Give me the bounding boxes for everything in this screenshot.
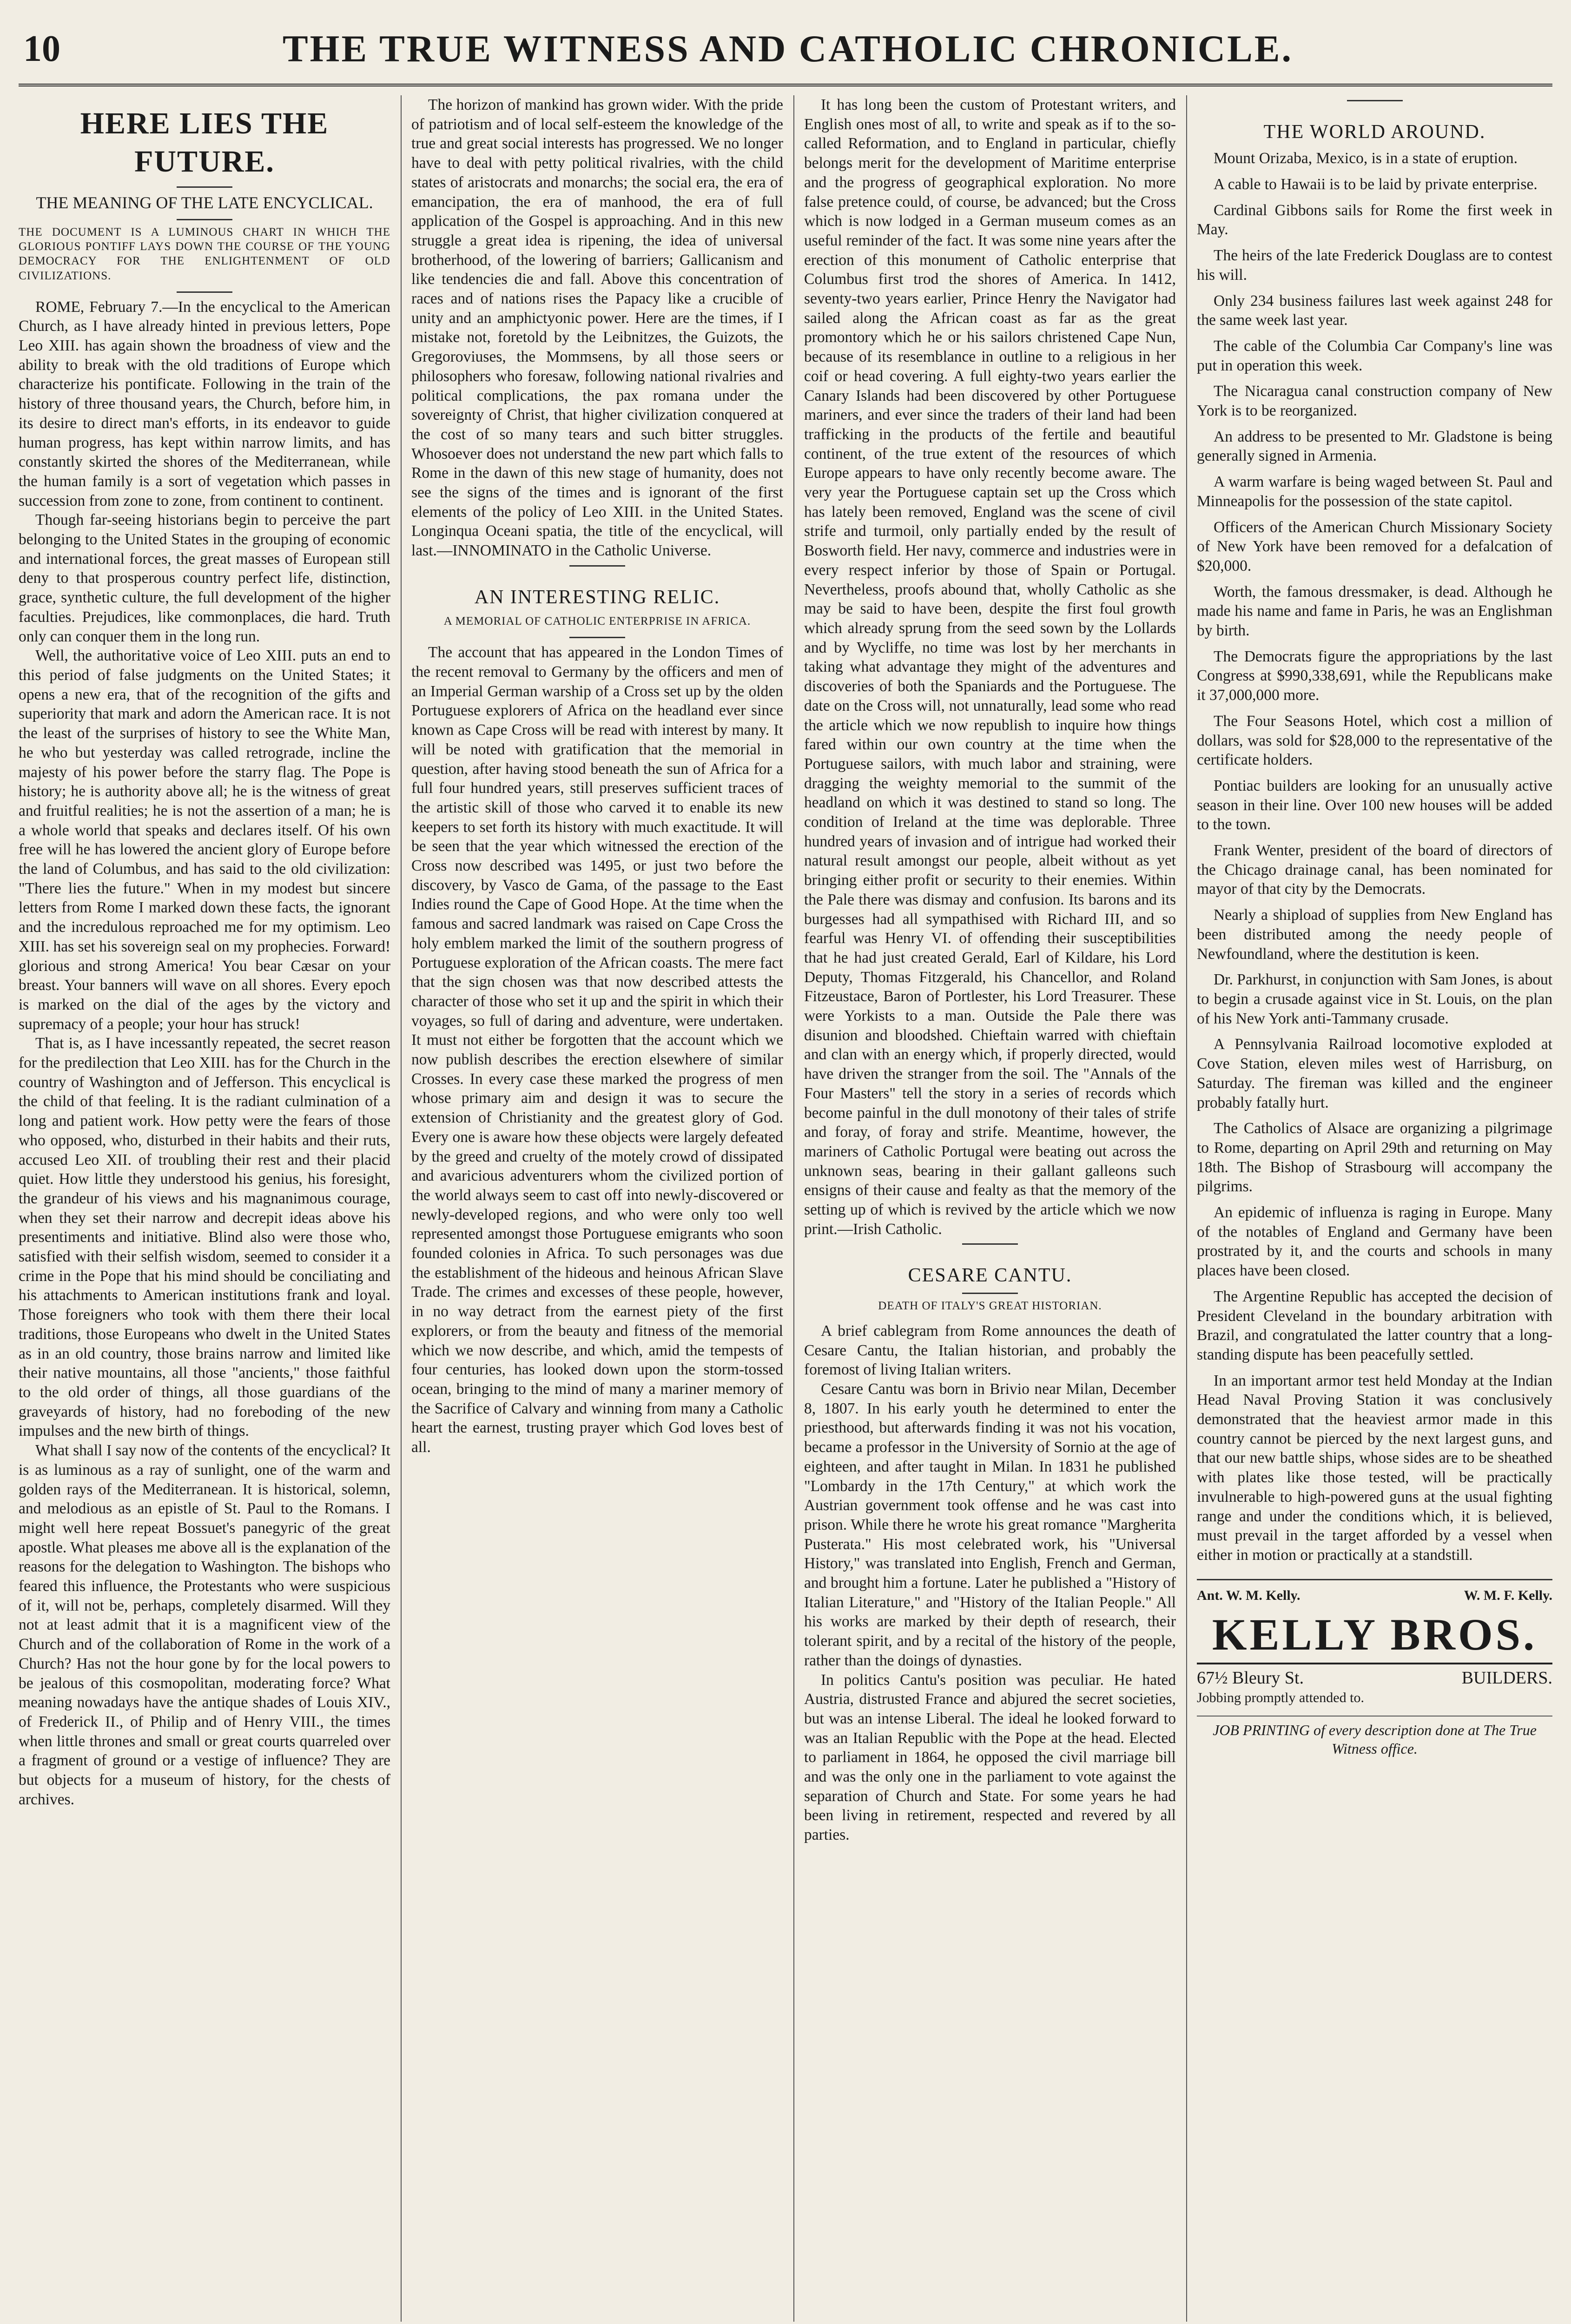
article-headline: AN INTERESTING RELIC. <box>474 586 720 608</box>
divider <box>177 291 232 293</box>
article-deck: THE DOCUMENT IS A LUMINOUS CHART IN WHICH THE GLORIOUS PONTIFF LAYS DOWN THE COURSE OF THE YOUNG DEMOCRACY FOR THE ENLIGHTENMENT OF OLD CIVILIZATIONS. <box>19 226 390 282</box>
paragraph: It has long been the custom of Protestant writers, and English ones most of all, to write and speak as if to the so-called Reformation, and to England in particular, chiefly belongs merit for the development of Maritime enterprise and the progress of geographical exploration. No more false pretence could, of course, be advanced; but the Cross which is now lodged in a German museum comes as an useful reminder of the fact. It was some nine years after the erection of this monument of Catholic enterprise that Columbus first trod the shores of America. In 1412, seventy-two years earlier, Prince Henry the Navigator had sailed along the African coast as far as the great promontory which he or his sailors christened Cape Nun, because of its resemblance in outline to a religious in her coif or head covering. A full eighty-two years earlier the Canary Islands had been discovered by other Portuguese mariners, and ever since the traders of their land had been trafficking in the products of the fertile and beautiful continent, of the true extent of the resources of which Europe appears to have only recently become aware. The very year the Portuguese captain set up the Cross which has lately been removed, England was the scene of civil strife and turmoil, only partially ended by the result of Bosworth field. Her navy, commerce and industries were in every respect inferior by those of Spain or Portugal. Nevertheless, proofs abound that, wholly Catholic as she may be said to have been, despite the first foul growth which already sprung from the seed sown by the Lollards and by Wycliffe, no time was lost by her merchants in taking what advantage they might of the adventures and discoveries of both the Spaniards and the Portuguese. The date on the Cross will, not unnaturally, lead some who read the article which we now republish to inquire how things fared within our own country at the time when the Portuguese sailors, with much labor and straining, were dragging the weighty memorial to the summit of the headland on which it was destined to stand so long. The condition of Ireland at the time was deplorable. Three hundred years of invasion and of intrigue had worked their natural result amongst our people, albeit without as yet bringing either profit or security to their enemies. Within the Pale there was dismay and confusion. Its barons and its burgesses had all sympathised with Richard III, and so fearful was Henry VI. of offending their susceptibilities that he had just created Gerald, Earl of Kildare, his Lord Deputy, Thomas Fitzgerald, his Chancellor, and Roland Fitzeustace, Baron of Portlester, his Lord Treasurer. These were Yorkists to a man. Outside the Pale there was disunion and bloodshed. Chieftain warred with chieftain and clan with an energy which, if properly directed, would have driven the stranger from the soil. The "Annals of the Four Masters" tell the story in a series of records which become painful in the dull monotony of their tales of strife and foray, of foray and strife. Meantime, however, the mariners of Catholic Portugal were beating out across the unknown seas, bearing in their gallant galleons such ensigns of their cause and fealty as that the memory of the setting up of which is revived by the article which we now print.—Irish Catholic. <box>804 96 1176 1238</box>
paper-title: THE TRUE WITNESS AND CATHOLIC CHRONICLE. <box>282 27 1294 70</box>
divider <box>177 186 232 188</box>
news-items-list <box>1197 149 1552 1565</box>
news-item: Pontiac builders are looking for an unusually active season in their line. Over 100 new houses will be added to the town. <box>1197 777 1552 833</box>
column-1 <box>19 95 390 2322</box>
divider <box>569 637 625 638</box>
news-item: An epidemic of influenza is raging in Europe. Many of the notables of England and Germany have been prostrated by it, and the courts and schools in many places have been closed. <box>1197 1204 1552 1280</box>
kelly-bros-advert <box>1197 1579 1552 1758</box>
divider <box>962 1293 1018 1294</box>
news-item: The Democrats figure the appropriations by the last Congress at $990,338,691, while the Republicans make it 37,000,000 more. <box>1197 647 1552 704</box>
news-item: An address to be presented to Mr. Gladstone is being generally signed in Armenia. <box>1197 428 1552 465</box>
news-item: Worth, the famous dressmaker, is dead. Although he made his name and fame in Paris, he was an Englishman by birth. <box>1197 583 1552 640</box>
advert-left-name: Ant. W. M. Kelly. <box>1197 1587 1300 1603</box>
article-headline: HERE LIES THE FUTURE. <box>80 106 329 179</box>
news-item: Mount Orizaba, Mexico, is in a state of eruption. <box>1214 150 1518 167</box>
paragraph: Cesare Cantu was born in Brivio near Milan, December 8, 1807. In his early youth he determined to enter the priesthood, but afterwards finding it was not his vocation, became a professor in the University of Sornio at the age of eighteen, and after taught in Milan. In 1831 he published "Lombardy in the 17th Century," at which work the Austrian government took offense and he was cast into prison. While there he wrote his great romance "Margherita Pusterata." His most celebrated work, his "Universal History," was translated into English, French and German, and brought him a fortune. Later he published a "History of Italian Literature," and "History of the Italian People." All his works are marked by their depth of research, their tolerant spirit, and by a recital of the history of the people, rather than the doings of dynasties. <box>804 1380 1176 1669</box>
paragraph: Though far-seeing historians begin to perceive the part belonging to the United States in the grouping of economic and international forces, the great masses of European still deny to that prosperous country perfect life, distinction, grace, synthetic culture, the full development of the higher faculties. Prejudices, like commonplaces, die hard. Truth only can conquer them in the long run. <box>19 511 390 645</box>
article-deck: DEATH OF ITALY'S GREAT HISTORIAN. <box>878 1299 1102 1312</box>
divider <box>569 565 625 567</box>
news-item: A Pennsylvania Railroad locomotive exploded at Cove Station, eleven miles west of Harrisburg, on Saturday. The fireman was killed and the engineer probably fatally hurt. <box>1197 1036 1552 1111</box>
column-4 <box>1197 95 1552 2322</box>
news-item: A warm warfare is being waged between St. Paul and Minneapolis for the possession of the state capitol. <box>1197 473 1552 510</box>
divider <box>177 219 232 220</box>
news-item: Only 234 business failures last week against 248 for the same week last year. <box>1197 292 1552 329</box>
paragraph: ROME, February 7.—In the encyclical to the American Church, as I have already hinted in previous letters, Pope Leo XIII. has again shown the broadness of view and the ability to break with the old traditions of Europe which characterize his pontificate. Following in the train of the history of three thousand years, the Church, before him, in its desire to direct man's efforts, in its endeavor to guide human progress, has kept within narrow limits, and has constantly skirted the shores of the Mediterranean, while the human family is a sort of vegetation which passes in succession from zone to zone, from continent to continent. <box>19 298 390 509</box>
article-headline: CESARE CANTU. <box>908 1265 1072 1287</box>
paragraph: What shall I say now of the contents of the encyclical? It is as luminous as a ray of sunlight, one of the warm and golden rays of the Mediterranean. It is historical, solemn, and melodious as an epistle of St. Paul to the Romans. I might well here repeat Bossuet's panegyric of the great apostle. What pleases me above all is the explanation of the reasons for the delegation to Washington. The bishops who feared this influence, the Protestants who were suspicious of it, will not be, perhaps, completely disarmed. Will they not at least admit that it is a magnificent view of the Church and of the collaboration of Rome in the work of a Church? Has not the hour gone by for the local powers to be jealous of this cosmopolitan, moderating force? What meaning nowadays have the antique shades of Louis XIV., of Frederick II., of Philip and of Henry VIII., the times when little thrones and small or great courts quarreled over a fragment of ground or a vestige of influence? They are but objects for a museum of history, for the chests of archives. <box>19 1442 390 1808</box>
column-rule <box>793 95 794 2322</box>
news-item: Cardinal Gibbons sails for Rome the first week in May. <box>1197 201 1552 238</box>
advert-note: Jobbing promptly attended to. <box>1197 1690 1364 1705</box>
divider <box>962 1243 1018 1245</box>
news-item: Officers of the American Church Missionary Society of New York have been removed for a defalcation of $20,000. <box>1197 518 1552 574</box>
news-item: Frank Wenter, president of the board of directors of the Chicago drainage canal, has been nominated for mayor of that city by the Democrats. <box>1197 842 1552 898</box>
column-rule <box>1186 95 1187 2322</box>
advert-right-name: W. M. F. Kelly. <box>1464 1587 1552 1603</box>
article-deck: A MEMORIAL OF CATHOLIC ENTERPRISE IN AFRICA. <box>443 615 751 628</box>
news-item: The Argentine Republic has accepted the decision of President Cleveland in the boundary arbitration with Brazil, and congratulated the latter country that a long-standing dispute has been peacefully settled. <box>1197 1287 1552 1363</box>
advert-firm-name: KELLY BROS. <box>1197 1607 1552 1664</box>
news-item: In an important armor test held Monday at the Indian Head Naval Proving Station it was conclusively demonstrated that the heaviest armor made in this country cannot be pierced by the next largest guns, and that our new battle ships, whose sides are to be sheathed with plates like those tested, will be practically invulnerable to high-powered guns at the usual fighting range and under the conditions which, it is believed, must prevail in the target afforded by a vessel when either in motion or practically at a standstill. <box>1197 1372 1552 1564</box>
news-item: The Nicaragua canal construction company of New York is to be reorganized. <box>1197 383 1552 420</box>
paragraph: That is, as I have incessantly repeated, the secret reason for the predilection that Leo XIII. has for the Church in the country of Washington and of Jefferson. This encyclical is the child of that feeling. It is the radiant culmination of a long and patient work. How petty were the fears of those who opposed, who, disturbed in their habits and their ruts, accused Leo XII. of troubling their rest and their placid quiet. How little they understood his genius, his foresight, the grandeur of his views and his magnanimous courage, when they set their narrow and decrepit ideas above his presentiments and initiative. Blind also were those who, satisfied with their selfish wisdom, seemed to consider it a crime in the Pope that his mind should be conciliating and his attachments to American institutions frank and loyal. Those foreigners who took with them there their local traditions, those Europeans who dwelt in the United States as in an old country, those brains narrow and limited like their native mountains, all those "ancients," those faithful to the old order of things, all those guardians of the graveyards of history, had no foreboding of the new impulses and the new birth of things. <box>19 1035 390 1440</box>
news-item: The Four Seasons Hotel, which cost a million of dollars, was sold for $28,000 to the representative of the certificate holders. <box>1197 712 1552 769</box>
paragraph: Well, the authoritative voice of Leo XIII. puts an end to this period of false judgments on the United States; it opens a new era, that of the recognition of the gifts and superiority that mark and adorn the American race. It is not the least of the surprises of history to see the White Man, he who but yesterday was called retrograde, incline the majesty of his power before the starry flag. The Pope is history; he is authority above all; he is the witness of great and fruitful realities; he is not the assertion of a man; he is a whole world that speaks and declares itself. Of his own free will he has lowered the ancient glory of Europe before the land of Columbus, and has said to the old civilization: "There lies the future." When in my modest but sincere letters from Rome I marked down these facts, the ignorant and the incredulous reproached me for my optimism. Leo XIII. has set his sovereign seal on my prophecies. Forward! glorious and strong America! You bear Cæsar on your breast. Your banners will wave on all shores. Every epoch is marked on the dial of the ages by the victory and supremacy of a people; your hour has struck! <box>19 647 390 1033</box>
news-item: The cable of the Columbia Car Company's line was put in operation this week. <box>1197 337 1552 374</box>
paragraph: In politics Cantu's position was peculiar. He hated Austria, distrusted France and abjured the secret societies, but was an intense Liberal. The ideal he looked forward to was an Italian Republic with the Pope at the head. Elected to parliament in 1864, he opposed the civil marriage bill and was the only one in the parliament to vote against the separation of Church and State. For some years he had been living in retirement, respected and revered by all parties. <box>804 1671 1176 1844</box>
article-headline: THE WORLD AROUND. <box>1263 121 1486 143</box>
job-printing-notice: JOB PRINTING of every description done at The True Witness office. <box>1197 1716 1552 1758</box>
advert-trade: BUILDERS. <box>1461 1668 1552 1688</box>
newspaper-page <box>19 14 1552 2324</box>
page-number: 10 <box>23 28 60 69</box>
news-item: A cable to Hawaii is to be laid by private enterprise. <box>1214 175 1538 193</box>
masthead <box>19 14 1552 86</box>
news-item: Nearly a shipload of supplies from New England has been distributed among the needy people of Newfoundland, where the destitution is keen. <box>1197 906 1552 963</box>
column-rule <box>401 95 402 2322</box>
news-item: The heirs of the late Frederick Douglass are to contest his will. <box>1197 247 1552 284</box>
news-item: The Catholics of Alsace are organizing a pilgrimage to Rome, departing on April 29th and returning on May 18th. The Bishop of Strasbourg will accompany the pilgrims. <box>1197 1120 1552 1195</box>
paragraph: The horizon of mankind has grown wider. With the pride of patriotism and of local self-esteem the knowledge of the true and great social interests has progressed. We no longer have to deal with petty political rivalries, with the child states of aristocrats and monarchs; the social era, the era of emancipation, the era of manhood, the era of full application of the Gospel is approaching. And in this new struggle a great idea is ripening, the idea of universal brotherhood, of the lowering of barriers; Gallicanism and like tendencies die and fall. Above this concentration of races and of nations rises the Papacy like a crucible of unity and an amphictyonic power. Here are the times, if I mistake not, foretold by the Leibnitzes, the Guizots, the Gregoroviuses, the Mommsens, by all those seers or philosophers who foresaw, following national rivalries and political complications, the pax romana under the sovereignty of Christ, that higher civilization conquered at the cost of so many tears and such bitter struggles. Whosoever does not understand the new part which falls to Rome in the dawn of this new stage of humanity, does not see the signs of the times and is ignorant of the first elements of the policy of Leo XIII. in the United States. Longinqua Oceani spatia, the title of the encyclical, will last.—INNOMINATO in the Catholic Universe. <box>411 96 783 560</box>
article-subhead: THE MEANING OF THE LATE ENCYCLICAL. <box>36 193 373 212</box>
paragraph: A brief cablegram from Rome announces the death of Cesare Cantu, the Italian historian, and probably the foremost of living Italian writers. <box>804 1322 1176 1379</box>
advert-address: 67½ Bleury St. <box>1197 1668 1304 1688</box>
paragraph: The account that has appeared in the London Times of the recent removal to Germany by the officers and men of an Imperial German warship of a Cross set up by the olden Portuguese explorers of Africa on the headland ever since known as Cape Cross will be read with interest by many. It will be noted with gratification that the memorial in question, after having stood beneath the sun of Africa for a full four hundred years, still preserves sufficient traces of the artistic skill of those who carved it to enable its new keepers to set forth its history with much exactitude. It will be seen that the year which witnessed the erection of the Cross now described was 1495, or just two before the discovery, by Vasco de Gama, of the passage to the East Indies round the Cape of Good Hope. At the time when the famous and sacred landmark was raised on Cape Cross the holy emblem marked the limit of the southern progress of Portuguese exploration of the African coasts. The mere fact that the sign chosen was that now described attests the character of those who set it up and the spirit in which their voyages, so full of daring and adventure, were undertaken. It must not either be forgotten that the account which we now publish describes the erection elsewhere of similar Crosses. In every case these marked the progress of men whose primary aim and design it was to secure the extension of Christianity and the greatest glory of God. Every one is aware how these objects were largely defeated by the greed and cruelty of the motely crowd of dissipated and avaricious adventurers whom the civilized portion of the world always seem to cast off into newly-discovered or newly-developed regions, and who were only too well represented amongst those Portuguese emigrants who soon founded colonies in Africa. To such personages was due the establishment of the hideous and heinous African Slave Trade. The crimes and excesses of these people, however, in no way detract from the earnest piety of the first explorers, or from the beauty and fitness of the memorial which we now describe, and which, amid the tempests of four centuries, has looked down upon the storm-tossed ocean, bringing to the mind of many a mariner memory of the Sacrifice of Calvary and winning from many a Catholic heart the earnest, trusting prayer which God loves best of all. <box>411 644 783 1456</box>
news-item: Dr. Parkhurst, in conjunction with Sam Jones, is about to begin a crusade against vice in St. Louis, on the plan of his New York anti-Tammany crusade. <box>1197 971 1552 1027</box>
column-3 <box>804 95 1176 2322</box>
column-2 <box>411 95 783 2322</box>
divider <box>1347 100 1403 101</box>
